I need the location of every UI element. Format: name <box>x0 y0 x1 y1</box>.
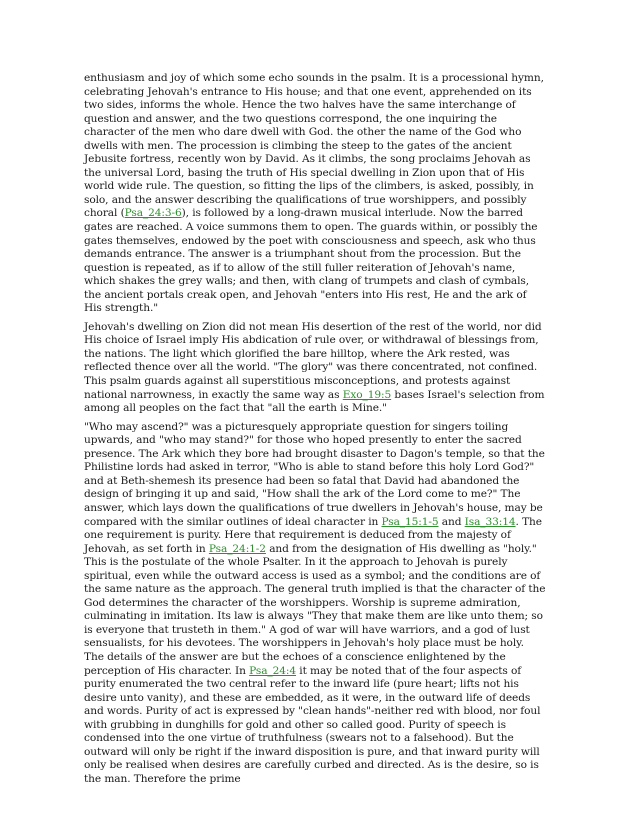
document-page <box>84 72 546 791</box>
paragraph-text: "Who may ascend?" was a picturesquely appropriate question for singers toiling upwards, and "who may stand?" for those who hoped presently to enter the sacred presence. The Ark which they bore had brought disaster to Dagon's temple, so that the Philistine lords had asked in terror, "Who is able to stand before this holy Lord God?" and at Beth-shemesh its presence had been so fatal that David had abandoned the design of bringing it up and said, "How shall the ark of the Lord come to me?" The answer, which lays down the qualifications of true dwellers in Jehovah's house, may be compared with the similar outlines of ideal character in <box>84 420 545 528</box>
scripture-link[interactable]: Psa_15:1-5 <box>381 515 439 528</box>
scripture-link[interactable]: Exo_19:5 <box>342 388 392 401</box>
paragraph-text: enthusiasm and joy of which some echo sounds in the psalm. It is a processional hymn, celebrating Jehovah's entrance to His house; and that one event, apprehended on its two sides, informs the whole. Hence the two halves have the same interchange of question and answer, and the two questions correspond, the one inquiring the character of the men who dare dwell with God. the other the name of the God who dwells with men. The procession is climbing the steep to the gates of the ancient Jebusite fortress, recently won by David. As it climbs, the song proclaims Jehovah as the universal Lord, basing the truth of His special dwelling in Zion upon that of His world wide rule. The question, so fitting the lips of the climbers, is asked, possibly, in solo, and the answer describing the qualifications of true worshippers, and possibly choral ( <box>84 72 544 220</box>
scripture-link[interactable]: Isa_33:14 <box>464 515 516 528</box>
paragraph-1 <box>84 72 546 316</box>
paragraph-3 <box>84 421 546 787</box>
paragraph-text: ), is followed by a long-drawn musical interlude. Now the barred gates are reached. A voice summons them to open. The guards within, or possibly the gates themselves, endowed by the poet with consciousness and speech, ask who thus demands entrance. The answer is a triumphant shout from the procession. But the question is repeated, as if to allow of the still fuller reiteration of Jehovah's name, which shakes the grey walls; and then, with clang of trumpets and clash of cymbals, the ancient portals creak open, and Jehovah "enters into His rest, He and the ark of His strength." <box>84 207 538 315</box>
paragraph-2 <box>84 321 546 416</box>
paragraph-text: bases Israel's selection from among all peoples on the fact that "all the earth is Mine." <box>84 388 545 415</box>
paragraph-text: it may be noted that of the four aspects of purity enumerated the two central refer to the inward life (pure heart; lifts not his desire unto vanity), and these are embedded, as it were, in the outward life of deeds and words. Purity of act is expressed by "clean hands"-neither red with blood, nor foul with grubbing in dunghills for gold and other so called good. Purity of speech is condensed into the one virtue of truthfulness (swears not to a falsehood). But the outward will only be right if the inward disposition is pure, and that inward purity will only be realised when desires are carefully curbed and directed. As is the desire, so is the man. Therefore the prime <box>84 664 541 785</box>
paragraph-text: Jehovah's dwelling on Zion did not mean His desertion of the rest of the world, nor did His choice of Israel imply His abdication of rule over, or withdrawal of blessings from, the nations. The light which glorified the bare hilltop, where the Ark rested, was reflected thence over all the world. "The glory" was there concentrated, not confined. This psalm guards against all superstitious misconceptions, and protests against national narrowness, in exactly the same way as <box>84 320 542 401</box>
paragraph-text: and from the designation of His dwelling as "holy." This is the postulate of the whole Psalter. In it the approach to Jehovah is purely spiritual, even while the outward access is used as a symbol; and the conditions are of the same nature as the approach. The general truth implied is that the character of the God determines the character of the worshippers. Worship is supreme admiration, culminating in imitation. Its law is always "They that make them are like unto them; so is everyone that trusteth in them." A god of war will have warriors, and a god of lust sensualists, for his devotees. The worshippers in Jehovah's holy place must be holy. The details of the answer are but the echoes of a conscience enlightened by the perception of His character. In <box>84 542 546 677</box>
scripture-link[interactable]: Psa_24:4 <box>249 664 297 677</box>
paragraph-text: and <box>438 515 465 528</box>
paragraph-text: . The one requirement is purity. Here that requirement is deduced from the majesty of Jehovah, as set forth in <box>84 515 542 555</box>
scripture-link[interactable]: Psa_24:3-6 <box>124 207 182 220</box>
scripture-link[interactable]: Psa_24:1-2 <box>208 542 266 555</box>
